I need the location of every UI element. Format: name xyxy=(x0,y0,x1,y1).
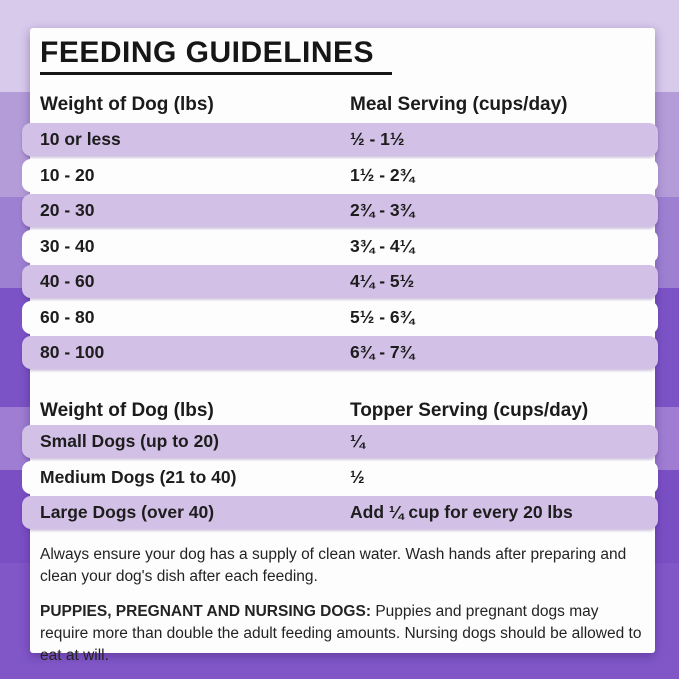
table-row xyxy=(22,336,658,369)
serving-cell: ½ - 1½ xyxy=(350,129,405,149)
serving-cell: Add ¼ cup for every 20 lbs xyxy=(350,502,573,522)
serving-cell: 3¾ - 4¼ xyxy=(350,235,415,256)
puppies-note-text: Puppies and pregnant dogs may require more than double the adult feeding amounts. Nursing dogs should be allowed to eat at will. xyxy=(40,603,642,664)
weight-cell: 10 or less xyxy=(40,129,121,149)
meal-header-serving: Meal Serving (cups/day) xyxy=(350,94,568,115)
water-note: Always ensure your dog has a supply of clean water. Wash hands after preparing and clean your dog's dish after each feeding. xyxy=(40,546,627,585)
weight-cell: 10 - 20 xyxy=(40,164,95,185)
serving-cell: 5½ - 6¾ xyxy=(350,306,415,327)
serving-cell: 6¾ - 7¾ xyxy=(350,342,415,362)
topper-table-header xyxy=(40,400,588,422)
puppies-note xyxy=(40,601,648,667)
table-row xyxy=(22,496,658,529)
meal-header-weight: Weight of Dog (lbs) xyxy=(40,94,214,115)
topper-header-weight: Weight of Dog (lbs) xyxy=(40,400,214,421)
footnotes xyxy=(40,544,648,667)
page-title: FEEDING GUIDELINES xyxy=(40,36,375,69)
weight-cell: Medium Dogs (21 to 40) xyxy=(40,466,237,487)
serving-cell: ¼ xyxy=(350,431,365,451)
weight-cell: Large Dogs (over 40) xyxy=(40,502,215,522)
serving-cell: 1½ - 2¾ xyxy=(350,164,415,185)
table-row xyxy=(22,230,658,263)
serving-cell: 2¾ - 3¾ xyxy=(350,200,415,220)
table-row xyxy=(22,301,658,334)
topper-table xyxy=(22,425,658,532)
title-underline xyxy=(40,72,392,75)
weight-cell: 40 - 60 xyxy=(40,271,95,291)
feeding-guidelines-card xyxy=(30,28,655,664)
weight-cell: 30 - 40 xyxy=(40,235,95,256)
table-row xyxy=(22,159,658,192)
puppies-note-label: PUPPIES, PREGNANT AND NURSING DOGS: xyxy=(40,603,371,620)
serving-cell: ½ xyxy=(350,466,365,487)
weight-cell: 60 - 80 xyxy=(40,306,95,327)
table-row xyxy=(22,265,658,298)
weight-cell: Small Dogs (up to 20) xyxy=(40,431,219,451)
weight-cell: 80 - 100 xyxy=(40,342,105,362)
table-row xyxy=(22,425,658,458)
meal-table xyxy=(22,123,658,372)
meal-table-header xyxy=(40,94,568,116)
table-row xyxy=(22,461,658,494)
table-row xyxy=(22,194,658,227)
topper-header-serving: Topper Serving (cups/day) xyxy=(350,400,589,421)
weight-cell: 20 - 30 xyxy=(40,200,95,220)
serving-cell: 4¼ - 5½ xyxy=(350,271,415,291)
table-row xyxy=(22,123,658,156)
